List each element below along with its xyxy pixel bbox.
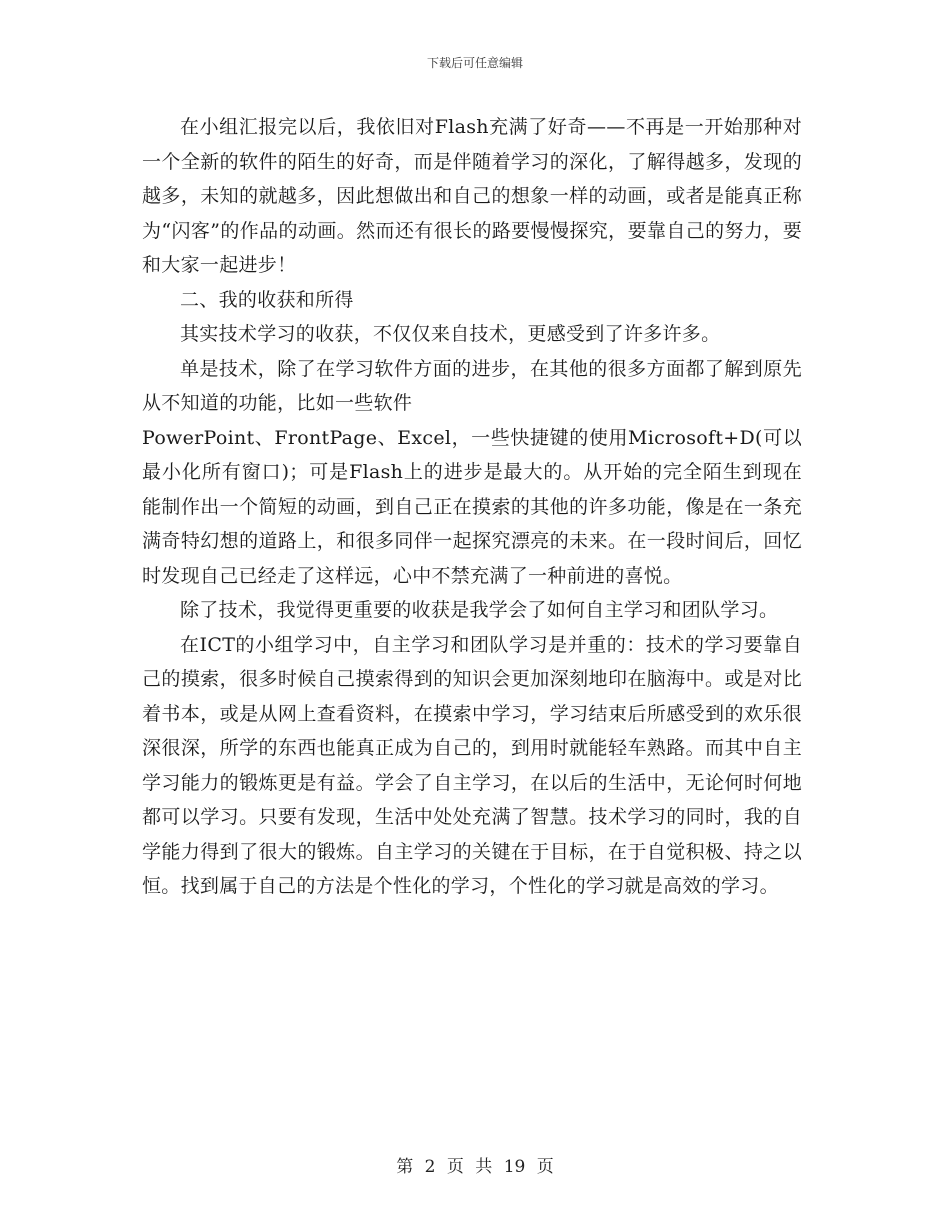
paragraph-1: 在小组汇报完以后，我依旧对Flash充满了好奇——不再是一开始那种对一个全新的软件的陌生的好奇，而是伴随着学习的深化，了解得越多，发现的越多，未知的就越多，因此想做出和自己的想象一样的动画，或者是能真正称为“闪客”的作品的动画。然而还有很长的路要慢慢探究，要靠自己的努力，要和大家一起进步！ (142, 116, 802, 276)
paragraph-3: 单是技术，除了在学习软件方面的进步，在其他的很多方面都了解到原先从不知道的功能，比如一些软件 (142, 357, 802, 414)
paragraph-5: 在ICT的小组学习中，自主学习和团队学习是并重的：技术的学习要靠自己的摸索，很多时候自己摸索得到的知识会更加深刻地印在脑海中。或是对比着书本，或是从网上查看资料，在摸索中学习，学习结束后所感受到的欢乐很深很深，所学的东西也能真正成为自己的，到用时就能轻车熟路。而其中自主学习能力的锻炼更是有益。学会了自主学习，在以后的生活中，无论何时何地都可以学习。只要有发现，生活中处处充满了智慧。技术学习的同时，我的自学能力得到了很大的锻炼。自主学习的关键在于目标，在于自觉积极、持之以恒。找到属于自己的方法是个性化的学习，个性化的学习就是高效的学习。 (142, 633, 802, 897)
document-body (142, 110, 802, 904)
paragraph-3-continued: PowerPoint、FrontPage、Excel，一些快捷键的使用Microsoft+D(可以最小化所有窗口)；可是Flash上的进步是最大的。从开始的完全陌生到现在能制作出一个简短的动画，到自己正在摸索的其他的许多功能，像是在一条充满奇特幻想的道路上，和很多同伴一起探究漂亮的未来。在一段时间后，回忆时发现自己已经走了这样远，心中不禁充满了一种前进的喜悦。 (142, 426, 802, 587)
section-heading: 二、我的收获和所得 (180, 288, 354, 311)
paragraph-4: 除了技术，我觉得更重要的收获是我学会了如何自主学习和团队学习。 (180, 599, 779, 621)
page-header: 下载后可任意编辑 (426, 56, 523, 70)
page-number: 第 2 页 共 19 页 (396, 1157, 554, 1177)
paragraph-2: 其实技术学习的收获，不仅仅来自技术，更感受到了许多许多。 (180, 323, 721, 345)
